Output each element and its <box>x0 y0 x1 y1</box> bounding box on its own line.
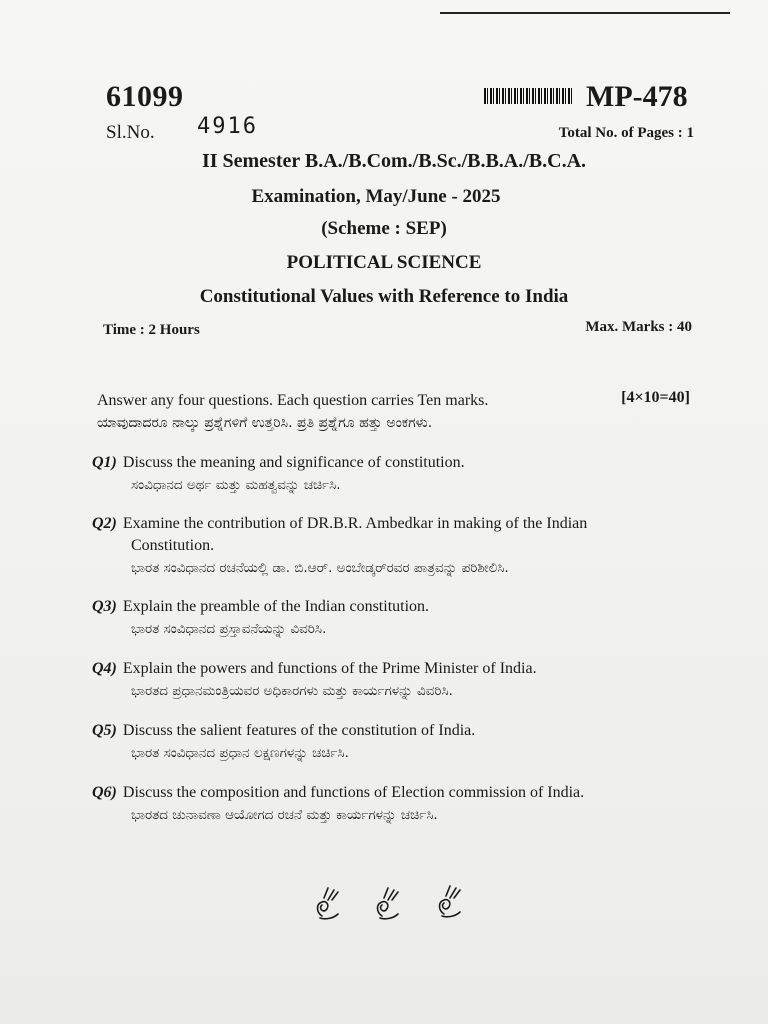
question-kannada: ಭಾರತ ಸಂವಿಧಾನದ ಪ್ರಧಾನ ಲಕ್ಷಣಗಳನ್ನು ಚರ್ಚಿಸಿ. <box>131 745 349 761</box>
question-kannada: ಸಂವಿಧಾನದ ಅರ್ಥ ಮತ್ತು ಮಹತ್ವವನ್ನು ಚರ್ಚಿಸಿ. <box>131 477 341 493</box>
instructions-english: Answer any four questions. Each question carries Ten marks. <box>97 392 489 409</box>
slno-value: 4916 <box>197 114 258 139</box>
question-3 <box>92 596 702 637</box>
exam-title: Examination, May/June - 2025 <box>251 186 501 207</box>
total-pages: Total No. of Pages : 1 <box>558 125 694 141</box>
question-5 <box>92 720 702 761</box>
barcode-image <box>484 88 574 104</box>
ornament-glyph <box>378 888 399 919</box>
question-2 <box>92 513 702 576</box>
question-text: Discuss the composition and functions of Election commission of India. <box>122 784 585 801</box>
question-number: Q4) <box>92 660 117 677</box>
question-text-continued: Constitution. <box>131 537 215 554</box>
question-text: Discuss the salient features of the constitution of India. <box>122 722 476 739</box>
subject-title: POLITICAL SCIENCE <box>286 252 482 273</box>
top-rule <box>440 12 730 14</box>
question-text: Examine the contribution of DR.B.R. Ambedkar in making of the Indian <box>122 515 588 532</box>
question-6 <box>92 782 702 823</box>
end-of-paper-marks <box>300 882 480 922</box>
question-number: Q6) <box>92 784 117 801</box>
paper-title: Constitutional Values with Reference to India <box>199 286 569 307</box>
semester-title: II Semester B.A./B.Com./B.Sc./B.B.A./B.C.A. <box>201 150 587 172</box>
time-label: Time : 2 Hours <box>103 322 200 338</box>
question-text: Explain the powers and functions of the Prime Minister of India. <box>122 660 537 677</box>
max-marks-label: Max. Marks : 40 <box>585 319 692 335</box>
question-text: Explain the preamble of the Indian constitution. <box>122 598 430 615</box>
instructions-kannada: ಯಾವುದಾದರೂ ನಾಲ್ಕು ಪ್ರಶ್ನೆಗಳಿಗೆ ಉತ್ತರಿಸಿ. ಪ್ರತಿ ಪ್ರಶ್ನೆಗೂ ಹತ್ತು ಅಂಕಗಳು. <box>97 415 433 431</box>
slno-label: Sl.No. <box>106 122 155 143</box>
ornament-glyph <box>440 886 461 917</box>
question-4 <box>92 658 702 699</box>
question-1 <box>92 452 702 493</box>
question-text: Discuss the meaning and significance of constitution. <box>122 454 465 471</box>
paper-code: 61099 <box>106 80 184 113</box>
question-number: Q3) <box>92 598 117 615</box>
instructions-marks: [4×10=40] <box>621 389 690 406</box>
end-ornament-icon <box>300 882 480 922</box>
question-kannada: ಭಾರತ ಸಂವಿಧಾನದ ರಚನೆಯಲ್ಲಿ ಡಾ. ಬಿ.ಆರ್. ಅಂಬೇಡ್ಕರ್‌ರವರ ಪಾತ್ರವನ್ನು ಪರಿಶೀಲಿಸಿ. <box>131 560 509 576</box>
question-kannada: ಭಾರತದ ಚುನಾವಣಾ ಆಯೋಗದ ರಚನೆ ಮತ್ತು ಕಾರ್ಯಗಳನ್ನು ಚರ್ಚಿಸಿ. <box>131 807 438 823</box>
exam-code: MP-478 <box>586 80 688 113</box>
question-number: Q5) <box>92 722 117 739</box>
scheme-title: (Scheme : SEP) <box>321 218 447 239</box>
question-number: Q1) <box>92 454 117 471</box>
question-kannada: ಭಾರತದ ಪ್ರಧಾನಮಂತ್ರಿಯವರ ಅಧಿಕಾರಗಳು ಮತ್ತು ಕಾರ್ಯಗಳನ್ನು ವಿವರಿಸಿ. <box>131 683 453 699</box>
question-kannada: ಭಾರತ ಸಂವಿಧಾನದ ಪ್ರಸ್ತಾವನೆಯನ್ನು ವಿವರಿಸಿ. <box>131 621 327 637</box>
question-number: Q2) <box>92 515 117 532</box>
ornament-glyph <box>318 888 339 919</box>
